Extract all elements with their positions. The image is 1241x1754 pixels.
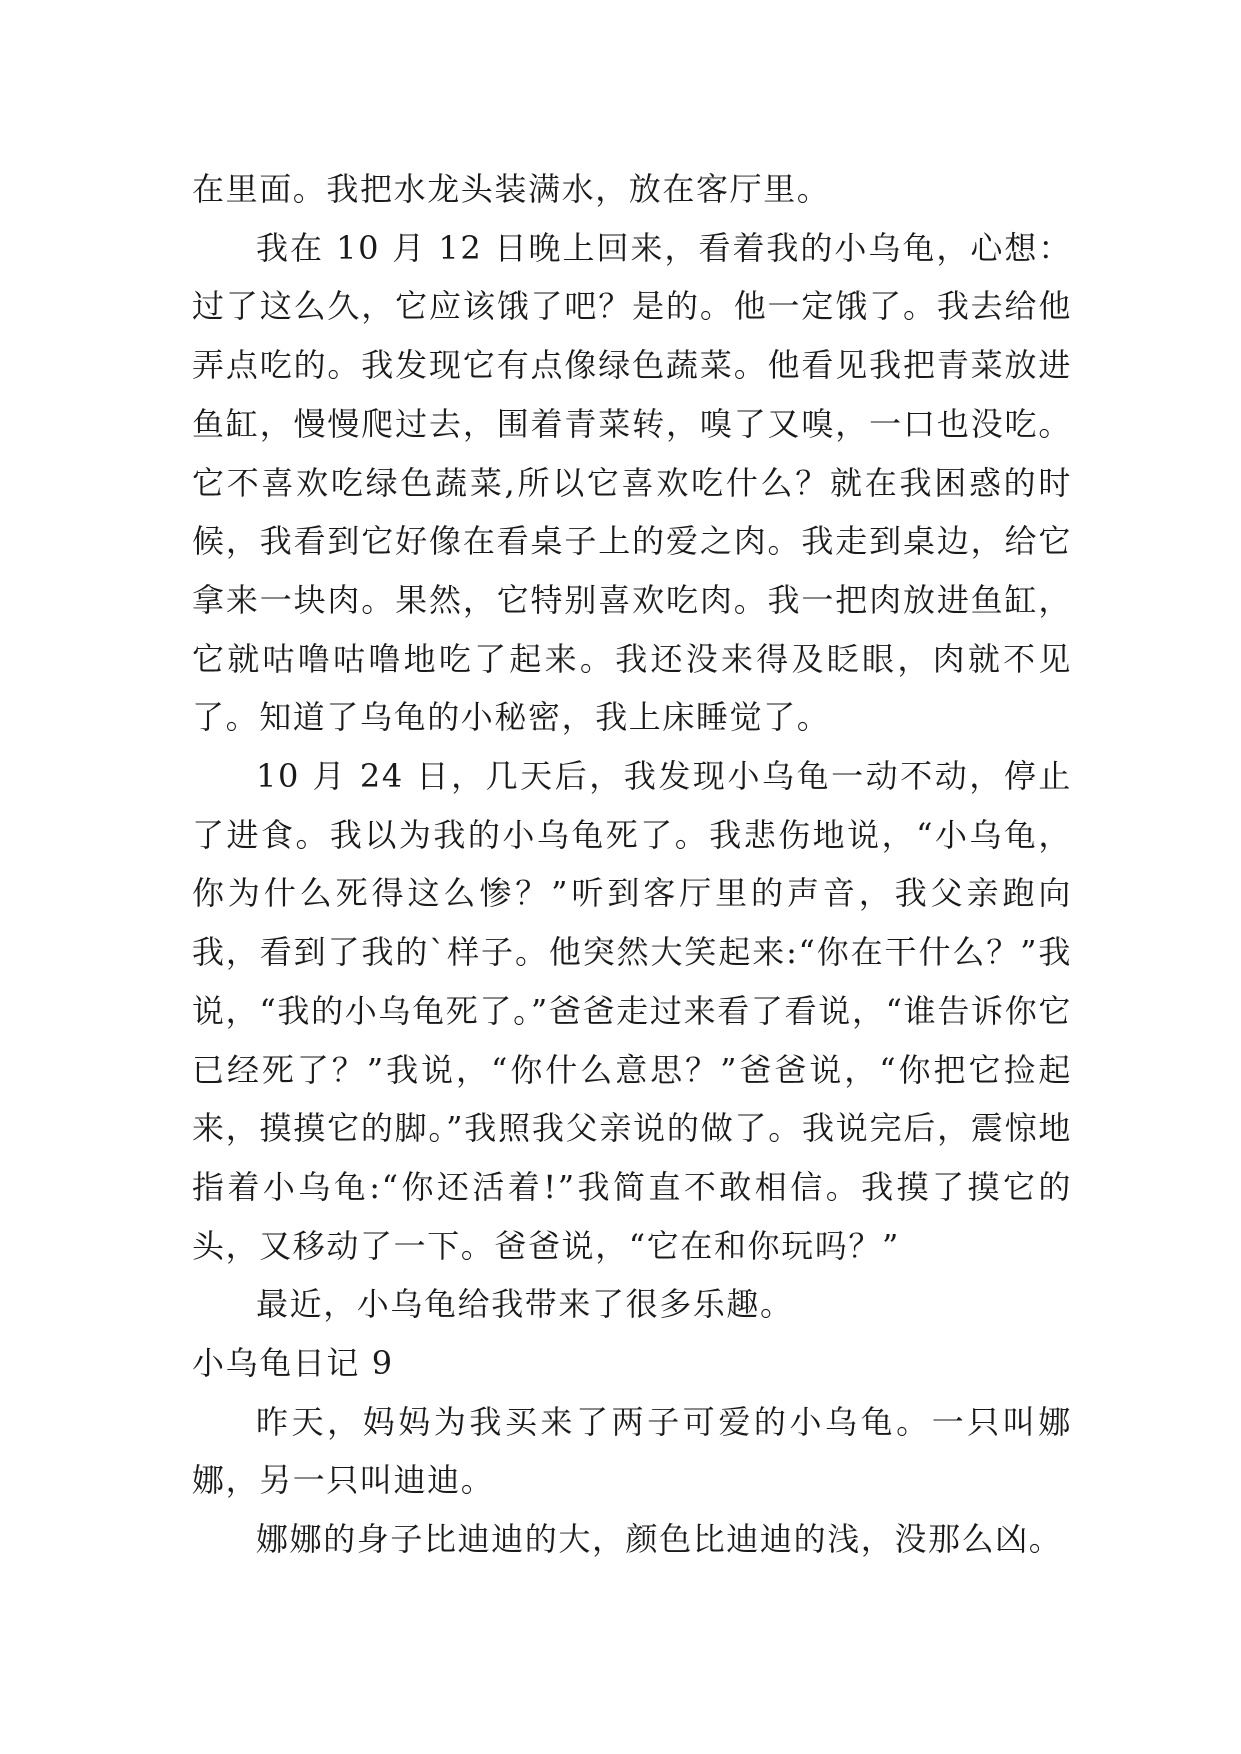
paragraph-two-turtles: 昨天，妈妈为我买来了两子可爱的小乌龟。一只叫娜娜，另一只叫迪迪。 <box>192 1402 1072 1500</box>
paragraph-fun: 最近，小乌龟给我带来了很多乐趣。 <box>256 1285 794 1324</box>
diary-heading: 小乌龟日记 9 <box>192 1344 394 1383</box>
paragraph-turtle-not-moving: 10 月 24 日，几天后，我发现小乌龟一动不动，停止了进食。我以为我的小乌龟死了。我悲伤地说，“小乌龟，你为什么死得这么惨？”听到客厅里的声音，我父亲跑向我，看到了我的`样子。他突然大笑起来:“你在干什么？”我说，“我的小乌龟死了。”爸爸走过来看了看说，“谁告诉你它已经死了？”我说，“你什么意思？”爸爸说，“你把它捡起来，摸摸它的脚。”我照我父亲说的做了。我说完后，震惊地指着小乌龟:“你还活着!”我简直不敢相信。我摸了摸它的头，又移动了一下。爸爸说，“它在和你玩吗？” <box>192 757 1072 1265</box>
document-body <box>192 160 1072 1569</box>
paragraph-feeding-turtle: 我在 10 月 12 日晚上回来，看着我的小乌龟，心想：过了这么久，它应该饿了吧？是的。他一定饿了。我去给他弄点吃的。我发现它有点像绿色蔬菜。他看见我把青菜放进鱼缸，慢慢爬过去，围着青菜转，嗅了又嗅，一口也没吃。它不喜欢吃绿色蔬菜,所以它喜欢吃什么？就在我困惑的时候，我看到它好像在看桌子上的爱之肉。我走到桌边，给它拿来一块肉。果然，它特别喜欢吃肉。我一把肉放进鱼缸，它就咕噜咕噜地吃了起来。我还没来得及眨眼，肉就不见了。知道了乌龟的小秘密，我上床睡觉了。 <box>192 228 1072 737</box>
paragraph-nana-didi: 娜娜的身子比迪迪的大，颜色比迪迪的浅，没那么凶。 <box>256 1520 1063 1559</box>
paragraph-continued: 在里面。我把水龙头装满水，放在客厅里。 <box>192 170 831 208</box>
